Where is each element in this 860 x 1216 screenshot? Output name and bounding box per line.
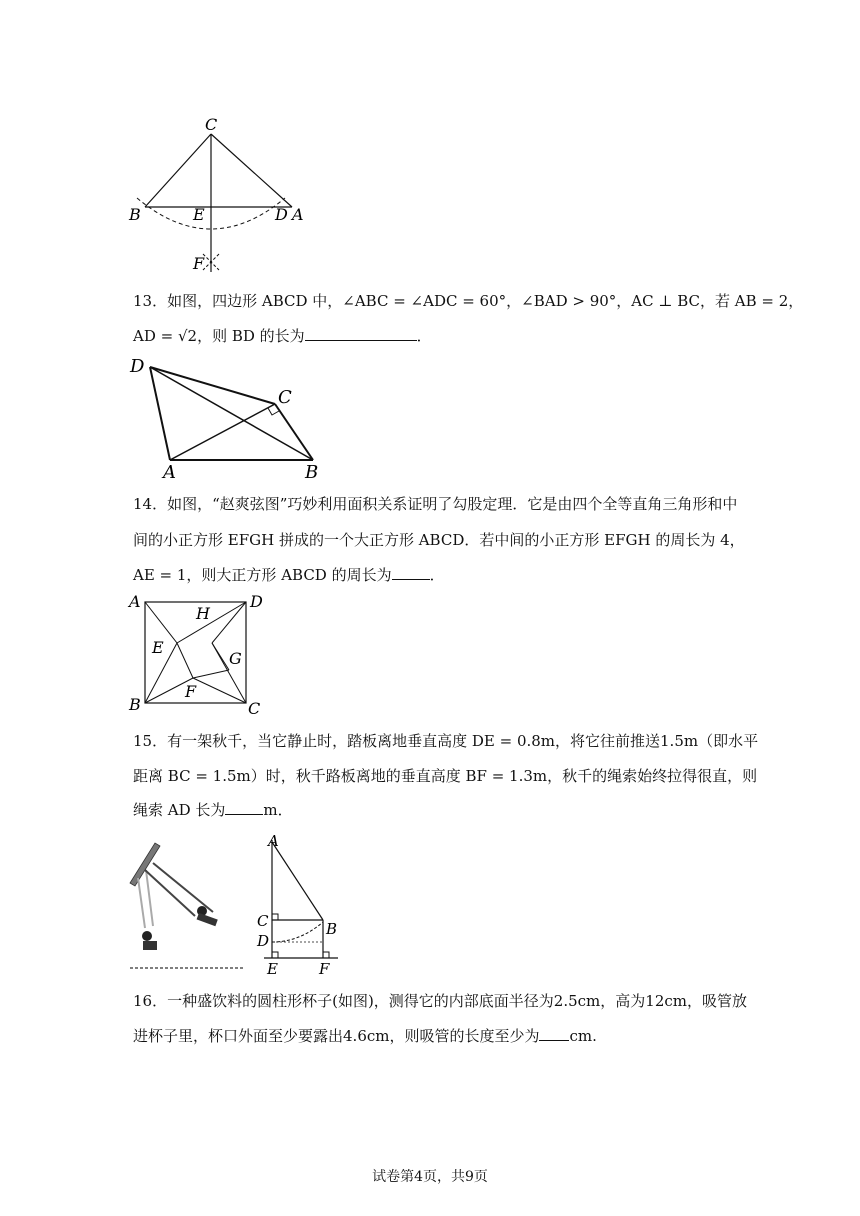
q12-label-b: B	[129, 205, 141, 224]
q15-figure	[250, 830, 355, 978]
q15-label-a: A	[268, 832, 279, 850]
q12-label-f: F	[193, 254, 205, 273]
q16-line-2-end: cm.	[569, 1027, 597, 1045]
q16-line-1: 16．一种盛饮料的圆柱形杯子(如图)，测得它的内部底面半径为2.5cm，高为12cm，吸管放	[133, 992, 747, 1010]
q12-label-e: E	[193, 205, 205, 224]
q14-figure	[125, 592, 275, 720]
q12-label-c: C	[205, 115, 218, 134]
q14-label-b: B	[129, 695, 141, 714]
q14-label-e: E	[152, 638, 164, 657]
q15-label-f: F	[319, 960, 330, 978]
child-standing-icon	[142, 931, 157, 950]
q16-answer-blank[interactable]	[539, 1026, 569, 1041]
q15-line-3	[133, 800, 293, 820]
q14-label-f: F	[185, 682, 197, 701]
q15-label-d: D	[257, 932, 270, 950]
q14-line-3-text: AE = 1，则大正方形 ABCD 的周长为	[133, 566, 392, 584]
q15-line-2: 距离 BC = 1.5m）时，秋千路板离地的垂直高度 BF = 1.3m，秋千的绳索始终拉得很直，则	[133, 767, 758, 785]
q14-line-2: 间的小正方形 EFGH 拼成的一个大正方形 ABCD．若中间的小正方形 EFGH 的周长为 4，	[133, 531, 745, 549]
q14-label-g: G	[229, 649, 242, 668]
q14-line-1: 14．如图，“赵爽弦图”巧妙利用面积关系证明了勾股定理．它是由四个全等直角三角形和中	[133, 495, 738, 513]
q15-line-1: 15．有一架秋千，当它静止时，踏板离地垂直高度 DE = 0.8m，将它往前推送1.5m（即水平	[133, 732, 759, 750]
child-on-swing-icon	[197, 906, 218, 926]
q13-line-2	[133, 326, 432, 346]
q14-answer-blank[interactable]	[392, 565, 430, 580]
q12-label-d: D	[275, 205, 288, 224]
q13-line-1: 13．如图，四边形 ABCD 中，∠ABC = ∠ADC = 60°，∠BAD > 90°，AC ⊥ BC，若 AB = 2，	[133, 292, 804, 310]
q15-line-3-end: m．	[263, 801, 293, 819]
q14-label-d: D	[250, 592, 263, 611]
q15-answer-blank[interactable]	[225, 800, 263, 815]
q13-answer-blank[interactable]	[305, 326, 417, 341]
q15-line-3-text: 绳索 AD 长为	[133, 801, 226, 819]
q13-line-2-text: AD = √2，则 BD 的长为	[133, 327, 305, 345]
q15-label-c: C	[257, 912, 269, 930]
q12-figure	[125, 112, 315, 274]
q13-label-d: D	[130, 356, 145, 377]
q15-label-e: E	[267, 960, 278, 978]
q14-label-a: A	[129, 592, 141, 611]
q13-label-b: B	[305, 462, 319, 482]
q13-label-a: A	[163, 462, 176, 482]
q14-label-h: H	[196, 604, 210, 623]
q14-line-3-end: ．	[429, 566, 445, 584]
q13-figure	[125, 352, 335, 482]
q15-label-b: B	[326, 920, 338, 938]
q14-line-3	[133, 565, 445, 585]
q13-line-2-end: ．	[416, 327, 432, 345]
q14-label-c: C	[248, 699, 261, 718]
q12-label-a: A	[292, 205, 304, 224]
q16-line-2	[133, 1026, 597, 1046]
page-footer: 试卷第4页，共9页	[372, 1169, 488, 1185]
q13-label-c: C	[278, 387, 292, 408]
swing-illustration	[125, 838, 250, 973]
q16-line-2-text: 进杯子里，杯口外面至少要露出4.6cm，则吸管的长度至少为	[133, 1027, 540, 1045]
